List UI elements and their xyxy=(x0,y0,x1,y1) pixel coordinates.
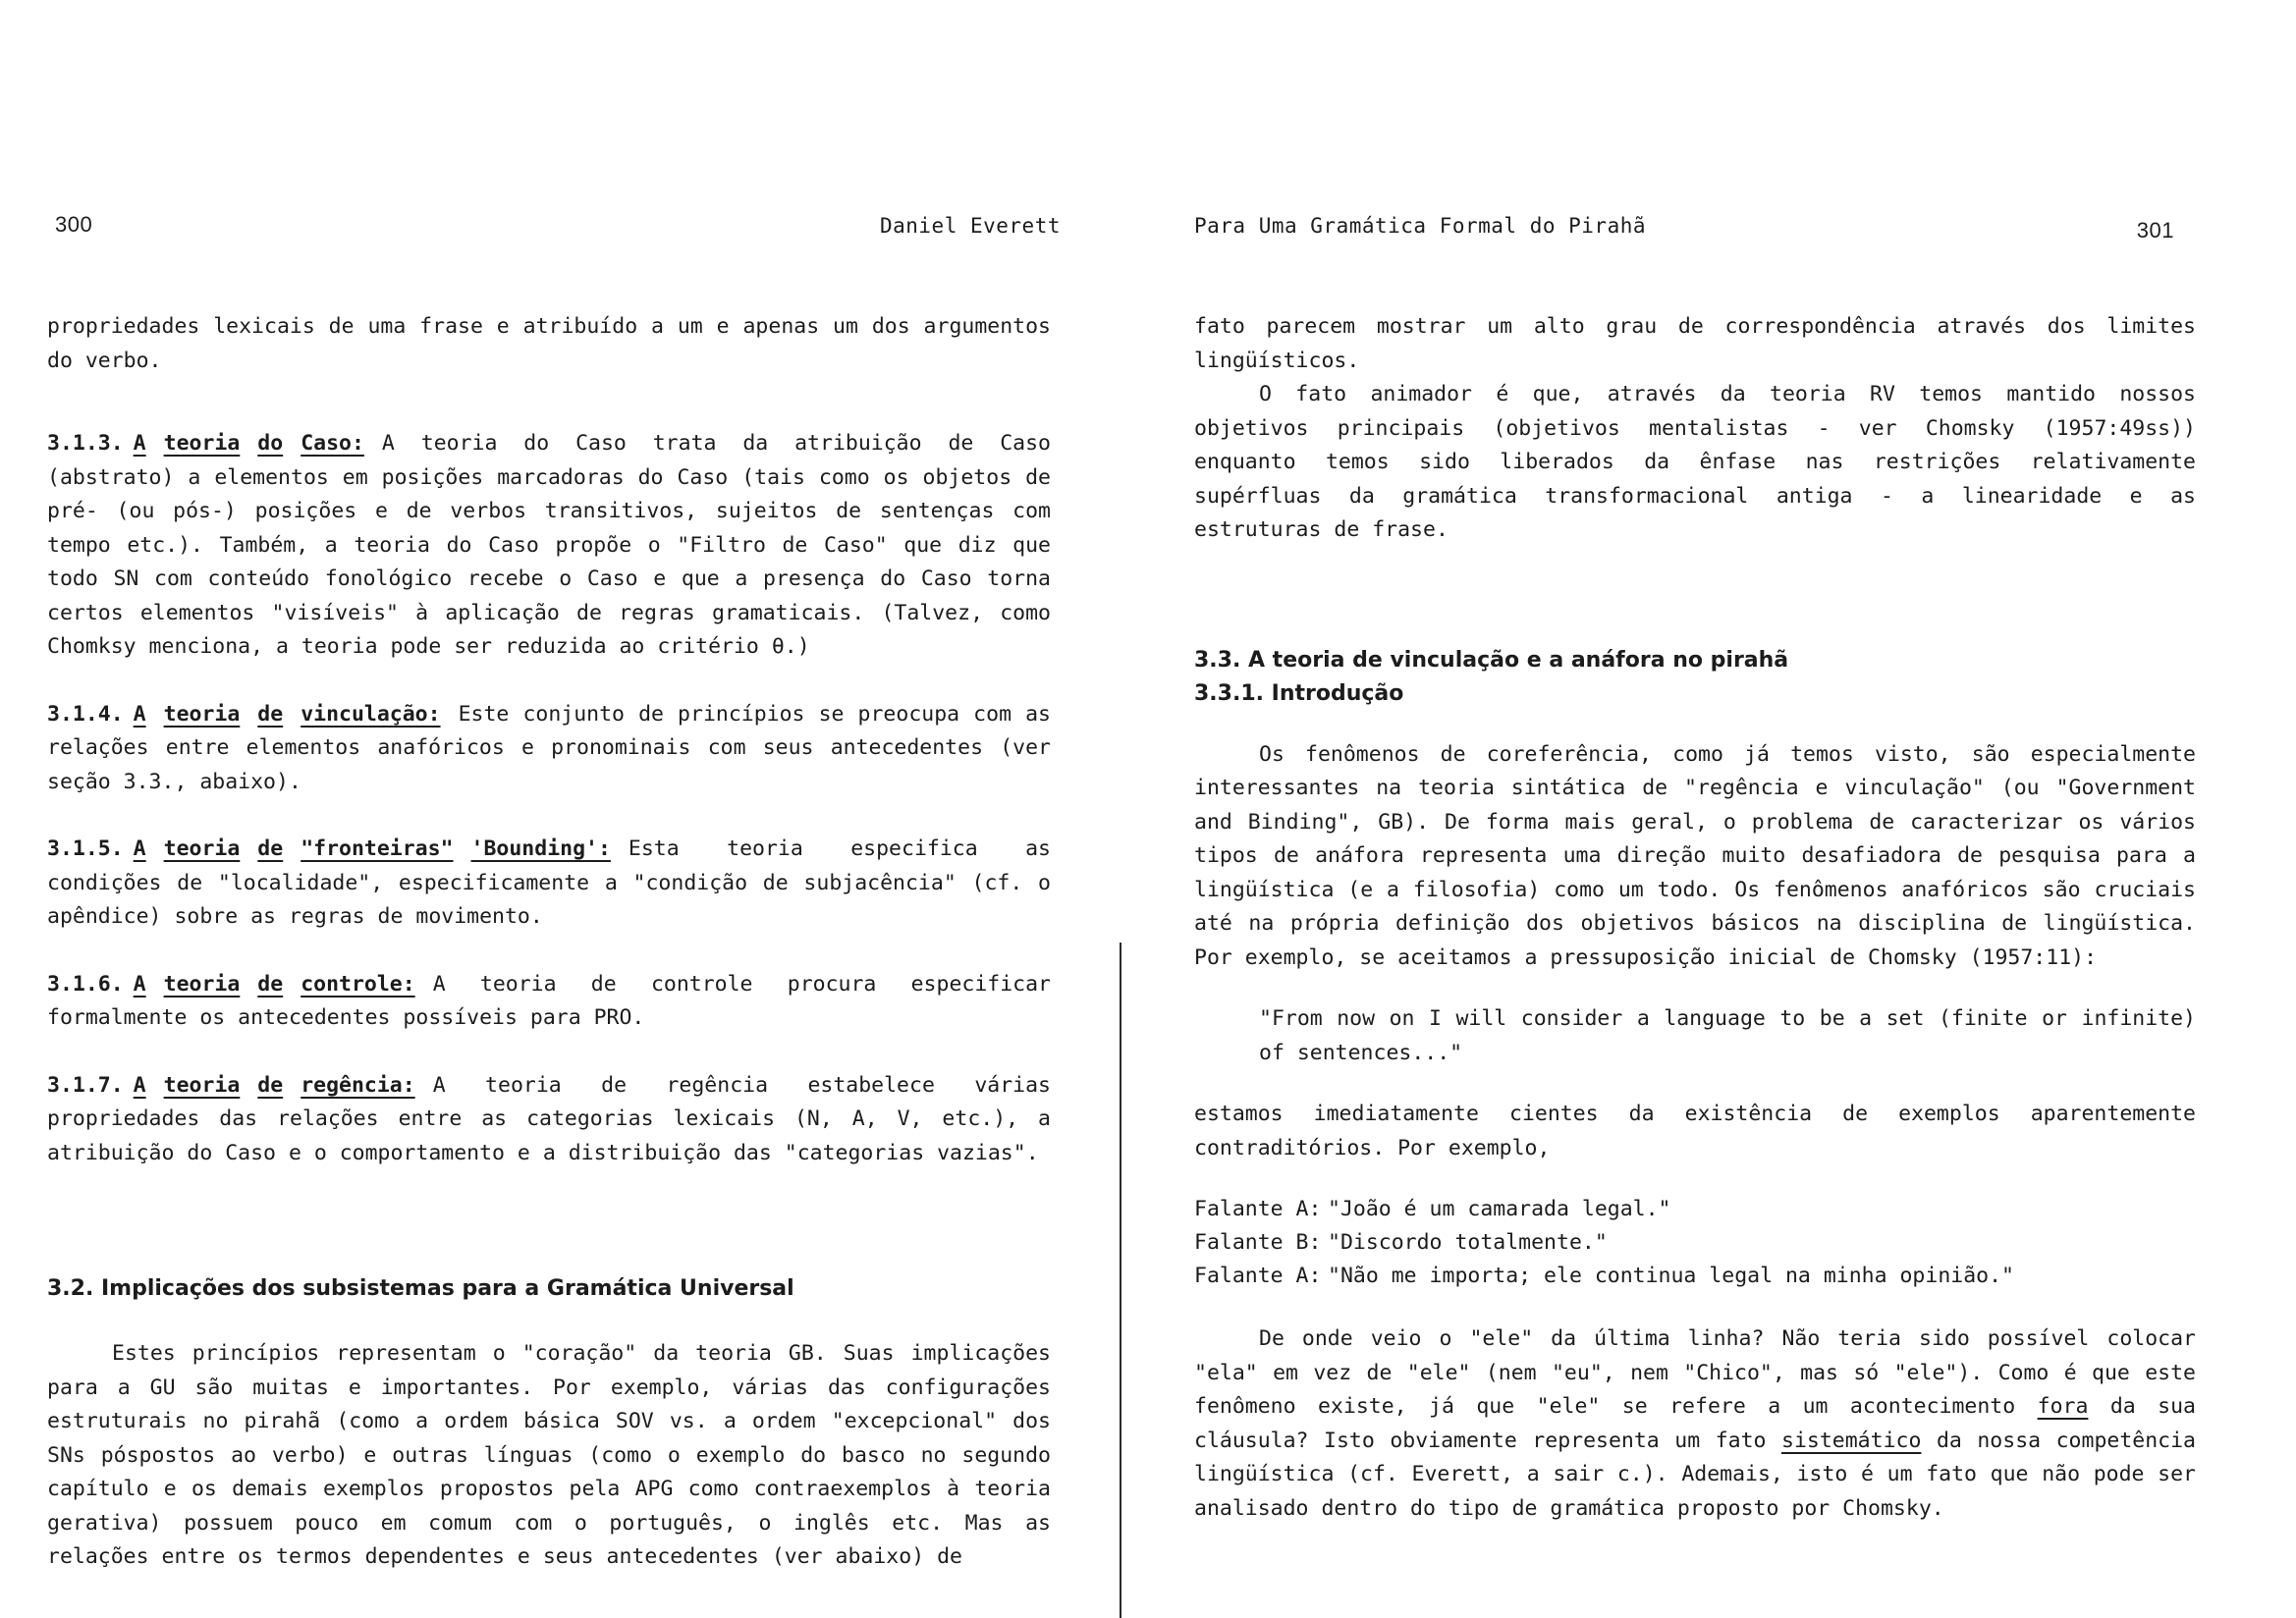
subsection-number: 3.1.5. xyxy=(47,836,124,861)
subsection-heading-3-3-1: 3.3.1. Introdução xyxy=(1194,680,1404,706)
underlined-sistematico: sistemático xyxy=(1781,1428,1922,1453)
right-column xyxy=(1194,310,2196,1526)
paragraph-ele-analysis: De onde veio o "ele" da última linha? Não teria sido possível colocar "ela" em vez de "ele" (nem "eu", nem "Chico", mas só "ele"). Como é que este fenômeno existe, já que "ele" se refere a um acontecimento fora da sua cláusula? Isto obviamente representa um fato sistemático da nossa competência lingüística (cf. Everett, a sair c.). Ademais, isto é um fato que não pode ser analisado dentro do tipo de gramática proposto por Chomsky. xyxy=(1194,1326,2196,1521)
subsection-3-1-4 xyxy=(47,698,1051,800)
speaker-line: "João é um camarada legal." xyxy=(1328,1197,1671,1221)
subsection-3-1-7 xyxy=(47,1069,1051,1171)
chomsky-quote: "From now on I will consider a language to be a set (finite or infinite) of sentences..." xyxy=(1259,1006,2196,1065)
speaker-label: Falante A: xyxy=(1194,1264,1322,1288)
page-number-left: 300 xyxy=(55,212,93,237)
right-page xyxy=(1120,0,2296,1618)
subsection-title: A teoria de vinculação: xyxy=(133,701,441,727)
subsection-3-1-5 xyxy=(47,833,1051,935)
dialogue-line xyxy=(1194,1193,2196,1226)
opening-paragraph-left: propriedades lexicais de uma frase e atribuído a um e apenas um dos argumentos do verbo. xyxy=(47,314,1051,373)
subsection-text: A teoria do Caso trata da atribuição de Caso (abstrato) a elementos em posições marcadoras do Caso (tais como os objetos de pré- (ou pós-) posições e de verbos transitivos, sujeitos de sentenças com tempo etc.). Também, a teoria do Caso propõe o "Filtro de Caso" que diz que todo SN com conteúdo fonológico recebe o Caso e que a presença do Caso torna certos elementos "visíveis" à aplicação de regras gramaticais. (Talvez, como Chomksy menciona, a teoria pode ser reduzida ao critério θ.) xyxy=(47,431,1051,659)
opening-paragraph-right: fato parecem mostrar um alto grau de correspondência através dos limites lingüísticos. xyxy=(1194,314,2196,373)
paragraph-contradictory-examples: estamos imediatamente cientes da existência de exemplos aparentemente contraditórios. Por exemplo, xyxy=(1194,1102,2196,1160)
subsection-title: A teoria do Caso: xyxy=(133,431,364,456)
speaker-line: "Discordo totalmente." xyxy=(1328,1230,1608,1255)
subsection-3-1-3 xyxy=(47,427,1051,665)
speaker-label: Falante A: xyxy=(1194,1197,1322,1221)
section-paragraph-3-2: Estes princípios representam o "coração" da teoria GB. Suas implicações para a GU são muitas e importantes. Por exemplo, várias das configurações estruturais no pirahã (como a ordem básica SOV vs. a ordem "excepcional" dos SNs póspostos ao verbo) e outras línguas (como o exemplo do basco no segundo capítulo e os demais exemplos propostos pela APG como contraexemplos à teoria gerativa) possuem pouco em comum com o português, o inglês etc. Mas as relações entre os termos dependentes e seus antecedentes (ver abaixo) de xyxy=(47,1341,1051,1569)
subsection-title: A teoria de controle: xyxy=(133,971,415,997)
subsection-number: 3.1.7. xyxy=(47,1072,124,1098)
subsection-number: 3.1.6. xyxy=(47,971,124,997)
speaker-label: Falante B: xyxy=(1194,1230,1322,1255)
section-heading-3-3: 3.3. A teoria de vinculação e a anáfora no pirahã xyxy=(1194,647,1789,673)
running-head-left: Daniel Everett xyxy=(879,214,1061,238)
paragraph-rv-theory: O fato animador é que, através da teoria RV temos mantido nossos objetivos principais (objetivos mentalistas - ver Chomsky (1957:49ss)) enquanto temos sido liberados da ênfase nas restrições relativamente supérfluas da gramática transformacional antiga - a linearidade e as estruturas de frase. xyxy=(1194,382,2196,542)
subsection-text: A teoria de regência estabelece várias propriedades das relações entre as categorias lexicais (N, A, V, etc.), a atribuição do Caso e o comportamento e a distribuição das "categorias vazias". xyxy=(47,1072,1051,1165)
subsection-text: Este conjunto de princípios se preocupa com as relações entre elementos anafóricos e pronominais com seus antecedentes (ver seção 3.3., abaixo). xyxy=(47,701,1051,794)
subsection-3-1-6 xyxy=(47,968,1051,1036)
subsection-title: A teoria de "fronteiras" 'Bounding': xyxy=(133,836,611,861)
running-head-right: Para Uma Gramática Formal do Pirahã xyxy=(1194,214,1647,238)
dialogue-line xyxy=(1194,1226,2196,1260)
subsection-text: Esta teoria especifica as condições de "localidade", especificamente a "condição de subjacência" (cf. o apêndice) sobre as regras de movimento. xyxy=(47,836,1051,929)
speaker-dialogue xyxy=(1194,1193,2196,1293)
subsection-title: A teoria de regência: xyxy=(133,1072,415,1098)
underlined-fora: fora xyxy=(2037,1394,2089,1419)
paragraph-coreference: Os fenômenos de coreferência, como já temos visto, são especialmente interessantes na teoria sintática de "regência e vinculação" (ou "Government and Binding", GB). De forma mais geral, o problema de caracterizar os vários tipos de anáfora representa uma direção muito desafiadora de pesquisa para a lingüística (e a filosofia) como um todo. Os fenômenos anafóricos são cruciais até na própria definição dos objetivos básicos na disciplina de lingüística. Por exemplo, se aceitamos a pressuposição inicial de Chomsky (1957:11): xyxy=(1194,741,2196,970)
section-heading-3-2: 3.2. Implicações dos subsistemas para a Gramática Universal xyxy=(47,1276,794,1301)
left-page xyxy=(0,0,1120,1618)
subsection-number: 3.1.4. xyxy=(47,701,124,727)
page-number-right: 301 xyxy=(2136,218,2174,243)
dialogue-line xyxy=(1194,1260,2196,1293)
speaker-line: "Não me importa; ele continua legal na minha opinião." xyxy=(1328,1264,2014,1288)
subsection-number: 3.1.3. xyxy=(47,431,124,456)
subsection-text: A teoria de controle procura especificar formalmente os antecedentes possíveis para PRO. xyxy=(47,971,1051,1030)
left-column xyxy=(47,310,1051,1575)
